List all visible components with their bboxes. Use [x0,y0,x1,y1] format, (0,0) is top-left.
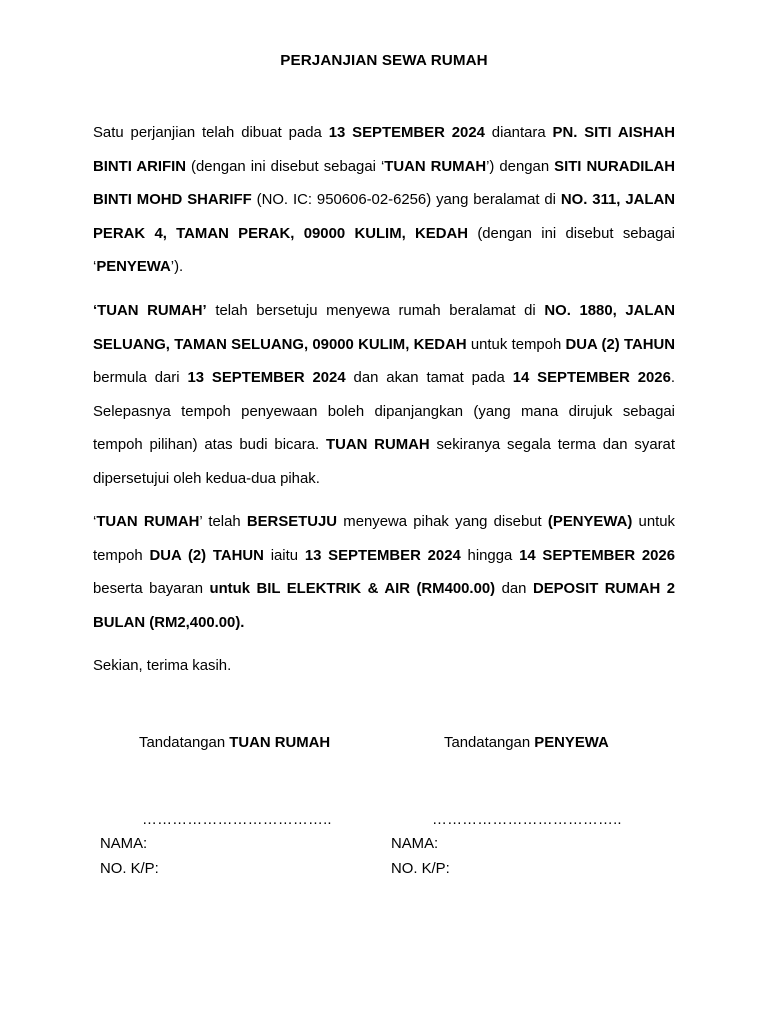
p3-landlord-role: TUAN RUMAH [96,514,200,530]
paragraph-payment-terms [93,506,675,640]
p1-tenant-address: NO. 311, JALAN PERAK 4, TAMAN PERAK, 09000 KULIM, KEDAH [93,192,675,242]
signature-prefix-tenant: Tandatangan [444,735,535,751]
p3-text-3: menyewa pihak yang disebut [337,514,548,530]
p1-tenant-role: PENYEWA [96,259,171,276]
p3-text-1: ‘ [93,514,97,530]
signature-role-tenant: PENYEWA [534,735,609,751]
p2-text-6: sekiranya segala terma dan syarat dipersetujui oleh kedua-dua pihak. [93,437,675,487]
p2-text-5: . Selepasnya tempoh penyewaan boleh dipanjangkan (yang mana dirujuk sebagai tempoh pilihan) atas budi bicara. [93,370,676,454]
p3-duration: DUA (2) TAHUN [149,547,264,564]
p2-duration: DUA (2) TAHUN [565,336,675,353]
tenant-ic-label: NO. K/P: [391,861,450,877]
signature-line-tenant: ……………………………….. [432,812,622,828]
p3-tenant-role: (PENYEWA) [547,514,633,530]
p3-text-2: ’ telah [199,514,247,530]
p1-text-5: (NO. IC: 950606-02-6256) yang beralamat di [251,192,561,209]
p3-end-date: 14 SEPTEMBER 2026 [519,547,675,564]
p2-landlord-role-2: TUAN RUMAH [325,437,430,454]
paragraph-tenancy-terms [93,295,675,497]
p1-text-3: (dengan ini disebut sebagai ‘ [186,158,385,175]
closing-text: Sekian, terima kasih. [93,658,232,674]
p2-text-1: telah bersetuju menyewa rumah beralamat di [206,303,545,319]
p3-deposit: DEPOSIT RUMAH 2 BULAN (RM2,400.00). [93,581,675,631]
signature-role-landlord: TUAN RUMAH [229,735,331,751]
p3-utilities-payment: untuk BIL ELEKTRIK & AIR (RM400.00) [209,581,496,598]
p2-text-4: dan akan tamat pada [345,370,513,387]
signature-prefix-landlord: Tandatangan [139,735,230,751]
p2-text-3: bermula dari [93,370,188,387]
p1-tenant-name: SITI NURADILAH BINTI MOHD SHARIFF [93,158,675,209]
p2-end-date: 14 SEPTEMBER 2026 [512,370,671,387]
p3-text-5: iaitu [263,547,305,564]
p1-landlord-name: PN. SITI AISHAH BINTI ARIFIN [93,125,675,175]
p2-landlord-role: ‘TUAN RUMAH’ [93,303,207,319]
p1-text-2: diantara [484,125,553,141]
paragraph-parties [93,117,675,285]
p1-text-6: (dengan ini disebut sebagai ‘ [93,225,675,276]
signature-heading-tenant [444,735,609,751]
p1-landlord-role: TUAN RUMAH [384,158,487,175]
landlord-name-label: NAMA: [100,836,148,852]
p2-start-date: 13 SEPTEMBER 2024 [187,370,346,387]
p1-text-1: Satu perjanjian telah dibuat pada [93,125,329,141]
p3-text-4: untuk tempoh [93,514,675,564]
p3-text-7: beserta bayaran [93,581,210,598]
p3-text-6: hingga [460,547,520,564]
p1-agreement-date: 13 SEPTEMBER 2024 [328,125,485,141]
p1-text-7: ’). [170,259,184,276]
signature-line-landlord: ……………………………….. [142,812,332,828]
p3-text-8: dan [495,581,533,598]
p1-text-4: ’) dengan [486,158,555,175]
p3-agreed: BERSETUJU [246,514,338,530]
p3-start-date: 13 SEPTEMBER 2024 [304,547,461,564]
tenant-name-label: NAMA: [391,836,439,852]
document-title: PERJANJIAN SEWA RUMAH [280,52,488,69]
p2-property-address: NO. 1880, JALAN SELUANG, TAMAN SELUANG, 09000 KULIM, KEDAH [93,303,676,353]
p2-text-2: untuk tempoh [466,336,566,353]
landlord-ic-label: NO. K/P: [100,861,159,877]
signature-heading-landlord [139,735,330,751]
